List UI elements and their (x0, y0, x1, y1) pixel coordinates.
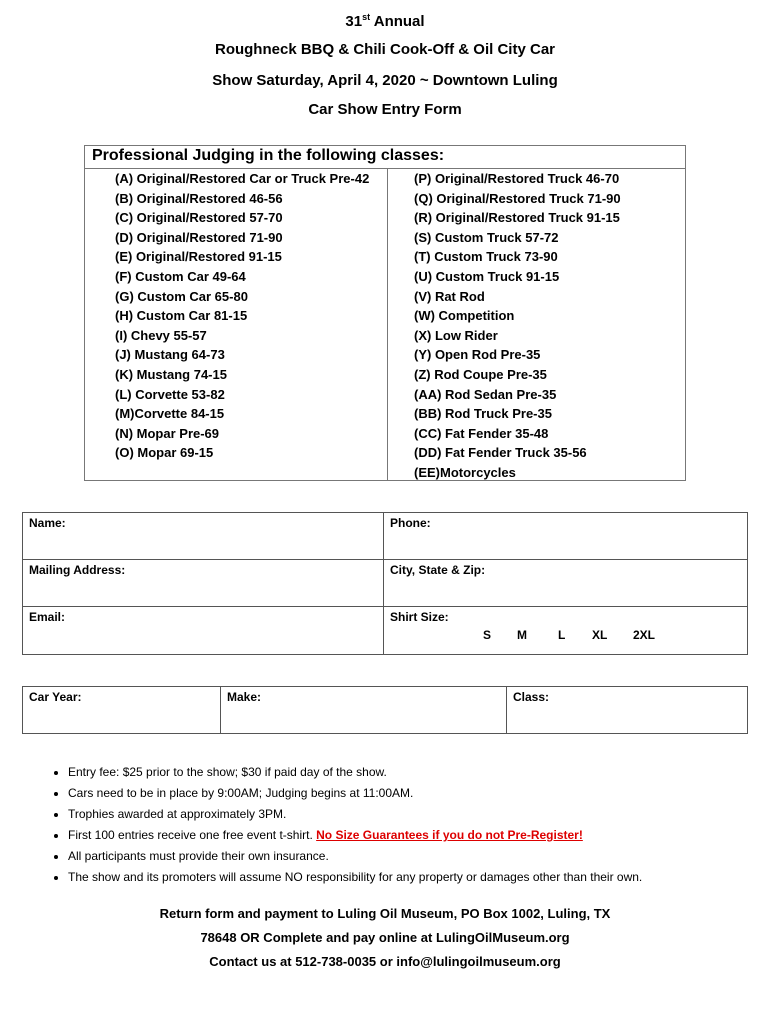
rule-insurance: • All participants must provide their own insurance. (68, 849, 708, 864)
tshirt-text: First 100 entries receive one free event t-shirt. (68, 828, 313, 842)
rule-liability: • The show and its promoters will assume NO responsibility for any property or damages other than their own. (68, 870, 708, 885)
event-date-location: Show Saturday, April 4, 2020 ~ Downtown Luling (212, 72, 558, 89)
size-option-2xl[interactable]: 2XL (633, 628, 656, 642)
name-label: Name: (29, 516, 66, 530)
class-item: (V) Rat Rod (414, 288, 485, 304)
class-item: (EE)Motorcycles (414, 464, 516, 480)
class-item: (D) Original/Restored 71-90 (115, 229, 283, 245)
size-guarantee-warning: No Size Guarantees if you do not Pre-Register! (316, 828, 583, 842)
city-state-zip-label: City, State & Zip: (390, 563, 486, 577)
class-item: (U) Custom Truck 91-15 (414, 268, 560, 284)
class-item: (AA) Rod Sedan Pre-35 (414, 386, 557, 402)
class-item: (P) Original/Restored Truck 46-70 (414, 171, 620, 186)
online-payment-info: 78648 OR Complete and pay online at LulingOilMuseum.org (200, 930, 570, 945)
class-item: (J) Mustang 64-73 (115, 347, 225, 363)
class-item: (E) Original/Restored 91-15 (115, 249, 282, 265)
class-item: (I) Chevy 55-57 (115, 327, 207, 343)
phone-label: Phone: (390, 516, 431, 530)
classes-heading: Professional Judging in the following classes: (92, 147, 445, 164)
class-item: (S) Custom Truck 57-72 (414, 229, 559, 245)
class-field[interactable] (507, 687, 748, 734)
mailing-address-field[interactable] (23, 560, 384, 607)
class-item: (Z) Rod Coupe Pre-35 (414, 366, 547, 382)
class-item: (T) Custom Truck 73-90 (414, 249, 558, 265)
name-field[interactable] (23, 513, 384, 560)
class-item: (B) Original/Restored 46-56 (115, 190, 283, 206)
class-item: (BB) Rod Truck Pre-35 (414, 406, 552, 422)
class-label: Class: (513, 690, 550, 704)
car-year-field[interactable] (23, 687, 221, 734)
class-item: (M)Corvette 84-15 (115, 406, 225, 422)
shirt-size-field[interactable] (384, 607, 748, 655)
event-title: Roughneck BBQ & Chili Cook-Off & Oil City Car (214, 41, 555, 58)
class-item: (C) Original/Restored 57-70 (115, 210, 283, 226)
class-item: (Q) Original/Restored Truck 71-90 (414, 190, 621, 206)
class-item: (K) Mustang 74-15 (115, 366, 227, 382)
annual-label: Annual (373, 13, 425, 30)
car-form-table (22, 686, 748, 734)
class-item: (A) Original/Restored Car or Truck Pre-42 (115, 171, 370, 186)
class-item: (X) Low Rider (414, 327, 498, 343)
size-option-m[interactable]: M (517, 628, 527, 642)
class-item: (Y) Open Rod Pre-35 (414, 347, 541, 363)
judging-classes-table (84, 145, 686, 481)
class-item: (N) Mopar Pre-69 (115, 425, 220, 441)
rule-tshirt (68, 828, 708, 843)
size-option-l[interactable]: L (558, 628, 566, 642)
size-option-s[interactable]: S (483, 628, 492, 642)
rule-schedule: • Cars need to be in place by 9:00AM; Judging begins at 11:00AM. (68, 786, 708, 801)
shirt-size-label: Shirt Size: (390, 610, 449, 624)
rule-entry-fee: • Entry fee: $25 prior to the show; $30 if paid day of the show. (68, 765, 708, 780)
class-item: (O) Mopar 69-15 (115, 445, 214, 461)
city-state-zip-field[interactable] (384, 560, 748, 607)
class-item: (DD) Fat Fender Truck 35-56 (414, 445, 587, 461)
class-item: (R) Original/Restored Truck 91-15 (414, 210, 620, 226)
make-field[interactable] (221, 687, 507, 734)
class-item: (CC) Fat Fender 35-48 (414, 425, 549, 441)
size-option-xl[interactable]: XL (592, 628, 608, 642)
email-label: Email: (29, 610, 66, 624)
contact-info: Contact us at 512-738-0035 or info@lulingoilmuseum.org (209, 954, 561, 969)
car-year-label: Car Year: (29, 690, 82, 704)
return-instructions: Return form and payment to Luling Oil Museum, PO Box 1002, Luling, TX (159, 906, 611, 921)
class-item: (W) Competition (414, 308, 515, 324)
email-field[interactable] (23, 607, 384, 655)
rule-trophies: • Trophies awarded at approximately 3PM. (68, 807, 708, 822)
class-item: (G) Custom Car 65-80 (115, 288, 248, 304)
make-label: Make: (227, 690, 262, 704)
classes-right-column (387, 169, 685, 483)
classes-left-column (85, 169, 388, 481)
class-item: (F) Custom Car 49-64 (115, 268, 246, 284)
class-item: (L) Corvette 53-82 (115, 386, 225, 402)
form-title: Car Show Entry Form (308, 101, 462, 118)
class-item: (H) Custom Car 81-15 (115, 308, 248, 324)
ordinal: 31 (345, 13, 363, 30)
phone-field[interactable] (384, 513, 748, 560)
ordinal-suffix: st (362, 12, 371, 22)
header-line-1 (0, 12, 770, 30)
mailing-address-label: Mailing Address: (29, 563, 126, 577)
rules-list (36, 765, 708, 891)
